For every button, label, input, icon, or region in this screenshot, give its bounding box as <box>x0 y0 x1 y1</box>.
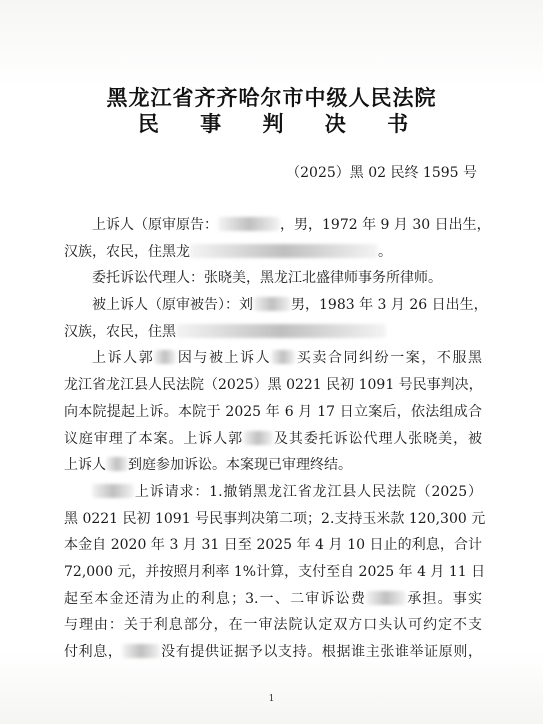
redacted-address <box>190 244 378 258</box>
redacted-name <box>243 431 273 445</box>
redacted-name <box>271 350 295 364</box>
text-line: 汉族，农民，住黑 <box>64 319 482 346</box>
text-line: 黑 0221 民初 1091 号民事判决第二项；2.支持玉米款 120,300 元 <box>64 510 486 527</box>
text-line: 上诉人郭 因与被上诉人 买卖合同纠纷一案，不服黑 <box>92 350 483 367</box>
text-line: 本金自 2020 年 3 月 31 日至 2025 年 4 月 10 日止的利息，合计 <box>64 537 482 554</box>
appellee-paragraph <box>64 292 488 345</box>
text-line: 与理由：关于利息部分，在一审法院认定双方口头认可约定不支 <box>64 617 482 634</box>
text-line: 付利息， 没有提供证据予以支持。根据谁主张谁举证原则， <box>64 644 483 660</box>
text-line: 向本院提起上诉。本院于 2025 年 6 月 17 日立案后，依法组成合 <box>64 403 482 420</box>
text-line: 72,000 元，并按照月利率 1%计算，支付至自 2025 年 4 月 11 日 <box>64 563 486 580</box>
appellant-paragraph <box>64 212 491 265</box>
court-name: 黑龙江省齐齐哈尔市中级人民法院 <box>106 85 437 110</box>
document-type-title: 民 事 判 决 书 <box>137 111 426 136</box>
redacted-name <box>92 484 134 498</box>
text-line: 议庭审理了本案。上诉人郭 及其委托诉讼代理人张晓美，被 <box>64 430 483 447</box>
text-line: 起至本金还清为止的利息；3.一、二审诉讼费 承担。事实 <box>64 590 482 607</box>
case-background-paragraph <box>64 345 482 478</box>
text-line: 龙江省龙江县人民法院（2025）黑 0221 民初 1091 号民事判决， <box>64 377 483 394</box>
text-line: 被上诉人（原审被告）：刘 男，1983 年 3 月 26 日出生， <box>92 297 488 314</box>
redacted-name <box>154 350 176 364</box>
text-line: 汉族，农民，住黑龙 。 <box>64 243 392 260</box>
text-line: 上诉人 到庭参加诉讼。本案现已审理终结。 <box>64 457 352 474</box>
page-number: 1 <box>268 694 275 704</box>
redacted-name <box>253 297 291 311</box>
case-number: （2025）黑 02 民终 1595 号 <box>286 165 477 181</box>
redacted-name <box>106 457 128 471</box>
redacted-name <box>122 644 160 658</box>
appeal-request-paragraph <box>64 479 486 666</box>
text-line: 委托诉讼代理人：张晓美，黑龙江北盛律师事务所律师。 <box>92 270 442 287</box>
redacted-name <box>218 217 280 231</box>
judgment-body <box>64 212 491 666</box>
redacted-name <box>366 591 406 605</box>
text-line: 上诉人（原审原告： ，男，1972 年 9 月 30 日出生， <box>92 217 491 233</box>
agent-paragraph <box>64 265 482 292</box>
text-line: 上诉请求：1.撤销黑龙江省龙江县人民法院（2025） <box>64 479 482 506</box>
redacted-address <box>176 324 386 338</box>
